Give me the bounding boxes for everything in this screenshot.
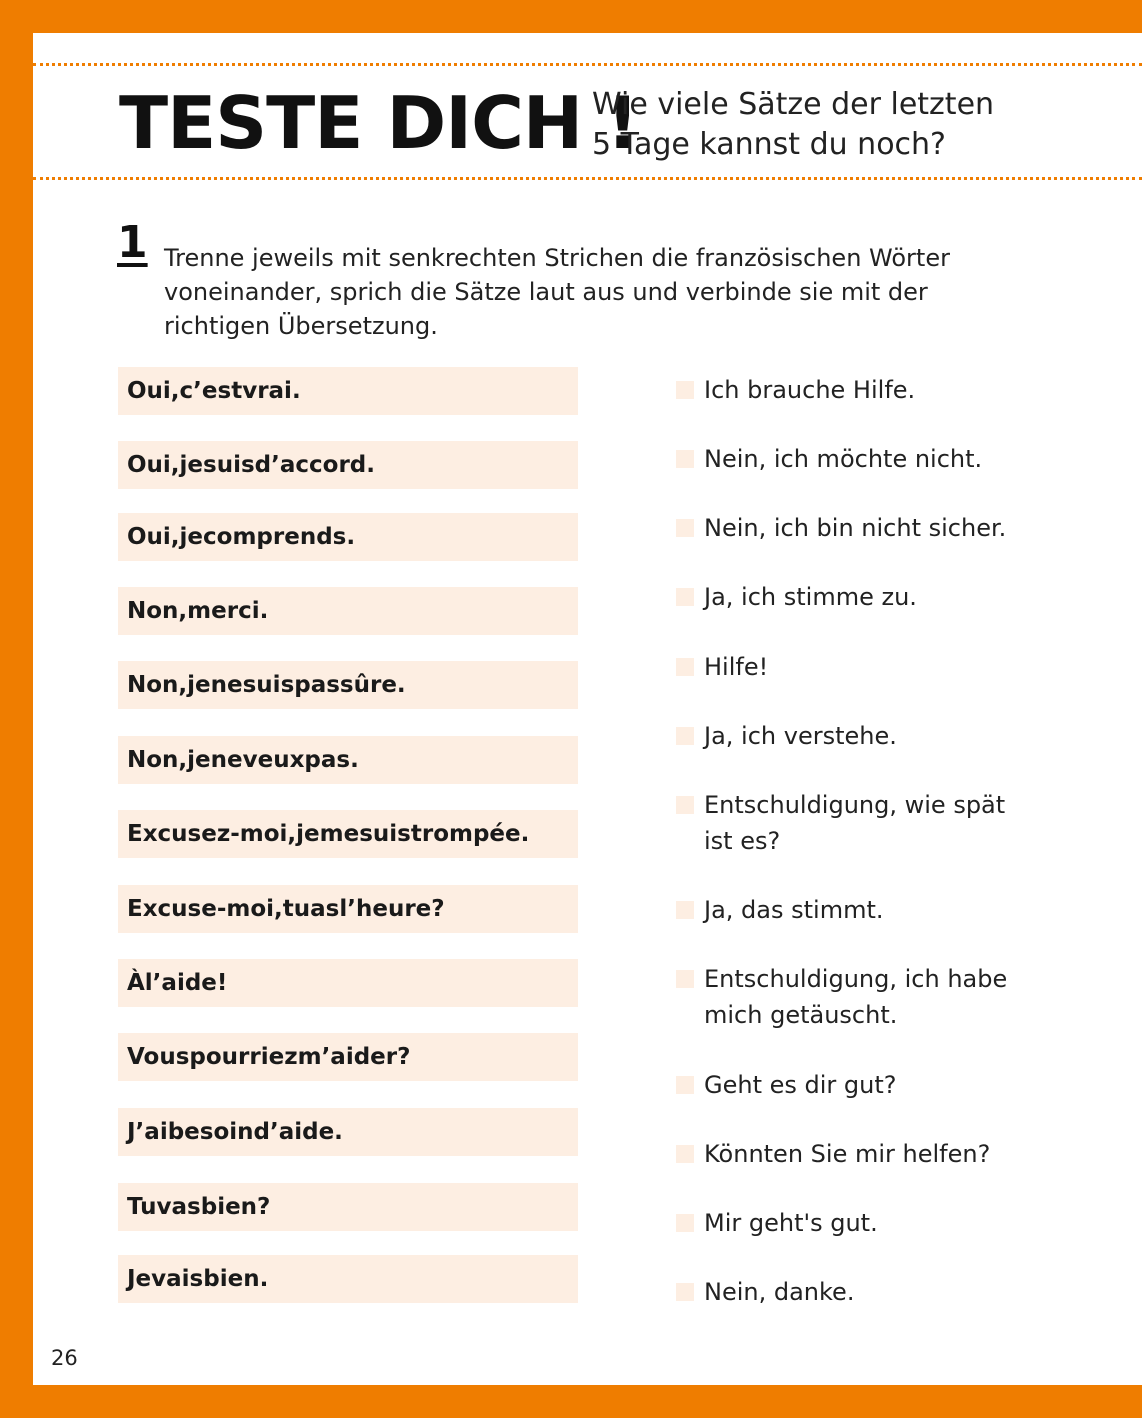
french-phrase-box[interactable]: J’aibesoind’aide. xyxy=(118,1108,578,1156)
translation-text: Geht es dir gut? xyxy=(704,1071,897,1099)
dotted-divider-bottom xyxy=(33,177,1142,180)
checkbox[interactable] xyxy=(676,519,694,537)
checkbox[interactable] xyxy=(676,450,694,468)
translation-text: Ja, das stimmt. xyxy=(704,896,884,924)
translation-text: Mir geht's gut. xyxy=(704,1209,878,1237)
translation-text: Könnten Sie mir helfen? xyxy=(704,1140,991,1168)
translation-item[interactable] xyxy=(676,1205,1036,1241)
translation-item[interactable] xyxy=(676,649,1036,685)
translation-text: Nein, ich bin nicht sicher. xyxy=(704,514,1007,542)
french-phrase-box[interactable]: Vouspourriezm’aider? xyxy=(118,1033,578,1081)
checkbox[interactable] xyxy=(676,1145,694,1163)
french-phrase-box[interactable]: Jevaisbien. xyxy=(118,1255,578,1303)
french-phrase-box[interactable]: Non,jeneveuxpas. xyxy=(118,736,578,784)
translation-item[interactable] xyxy=(676,1274,1036,1310)
page-title: TESTE DICH ! xyxy=(119,81,639,165)
translation-item[interactable] xyxy=(676,441,1036,477)
french-phrase-box[interactable]: Excuse-moi,tuasl’heure? xyxy=(118,885,578,933)
subtitle-line-1: Wie viele Sätze der letzten xyxy=(592,87,995,122)
checkbox[interactable] xyxy=(676,1283,694,1301)
task-number: 1 xyxy=(117,217,148,268)
translation-item[interactable] xyxy=(676,961,1036,1033)
dotted-divider-top xyxy=(33,63,1142,66)
translation-item[interactable] xyxy=(676,1067,1036,1103)
checkbox[interactable] xyxy=(676,381,694,399)
french-phrase-box[interactable]: Oui,jesuisd’accord. xyxy=(118,441,578,489)
french-phrase-box[interactable]: Tuvasbien? xyxy=(118,1183,578,1231)
checkbox[interactable] xyxy=(676,1214,694,1232)
checkbox[interactable] xyxy=(676,727,694,745)
translation-item[interactable] xyxy=(676,718,1036,754)
subtitle-line-2: 5 Tage kannst du noch? xyxy=(592,127,946,162)
translation-item[interactable] xyxy=(676,787,1036,859)
french-phrase-box[interactable]: Non,merci. xyxy=(118,587,578,635)
checkbox[interactable] xyxy=(676,796,694,814)
translation-text: Ja, ich stimme zu. xyxy=(704,583,917,611)
translation-text: Entschuldigung, wie spät ist es? xyxy=(704,791,1006,855)
translation-text: Hilfe! xyxy=(704,653,769,681)
translation-item[interactable] xyxy=(676,372,1036,408)
checkbox[interactable] xyxy=(676,1076,694,1094)
checkbox[interactable] xyxy=(676,901,694,919)
task-instruction: Trenne jeweils mit senkrechten Strichen die französischen Wörter voneinander, sprich die Sätze laut aus und verbinde sie mit der richtigen Übersetzung. xyxy=(164,244,950,340)
translation-item[interactable] xyxy=(676,579,1036,615)
french-phrase-box[interactable]: Non,jenesuispassûre. xyxy=(118,661,578,709)
french-phrase-box[interactable]: Àl’aide! xyxy=(118,959,578,1007)
checkbox[interactable] xyxy=(676,588,694,606)
checkbox[interactable] xyxy=(676,970,694,988)
translation-text: Nein, danke. xyxy=(704,1278,855,1306)
french-phrase-box[interactable]: Oui,jecomprends. xyxy=(118,513,578,561)
translation-text: Nein, ich möchte nicht. xyxy=(704,445,983,473)
translation-item[interactable] xyxy=(676,510,1036,546)
french-phrase-box[interactable]: Excusez-moi,jemesuistrompée. xyxy=(118,810,578,858)
translation-item[interactable] xyxy=(676,892,1036,928)
worksheet-page xyxy=(33,33,1142,1385)
page-number: 26 xyxy=(51,1346,78,1370)
translation-text: Ich brauche Hilfe. xyxy=(704,376,916,404)
translation-text: Ja, ich verstehe. xyxy=(704,722,897,750)
translation-item[interactable] xyxy=(676,1136,1036,1172)
page-subtitle xyxy=(592,85,994,165)
translation-text: Entschuldigung, ich habe mich getäuscht. xyxy=(704,965,1008,1029)
checkbox[interactable] xyxy=(676,658,694,676)
french-phrase-box[interactable]: Oui,c’estvrai. xyxy=(118,367,578,415)
